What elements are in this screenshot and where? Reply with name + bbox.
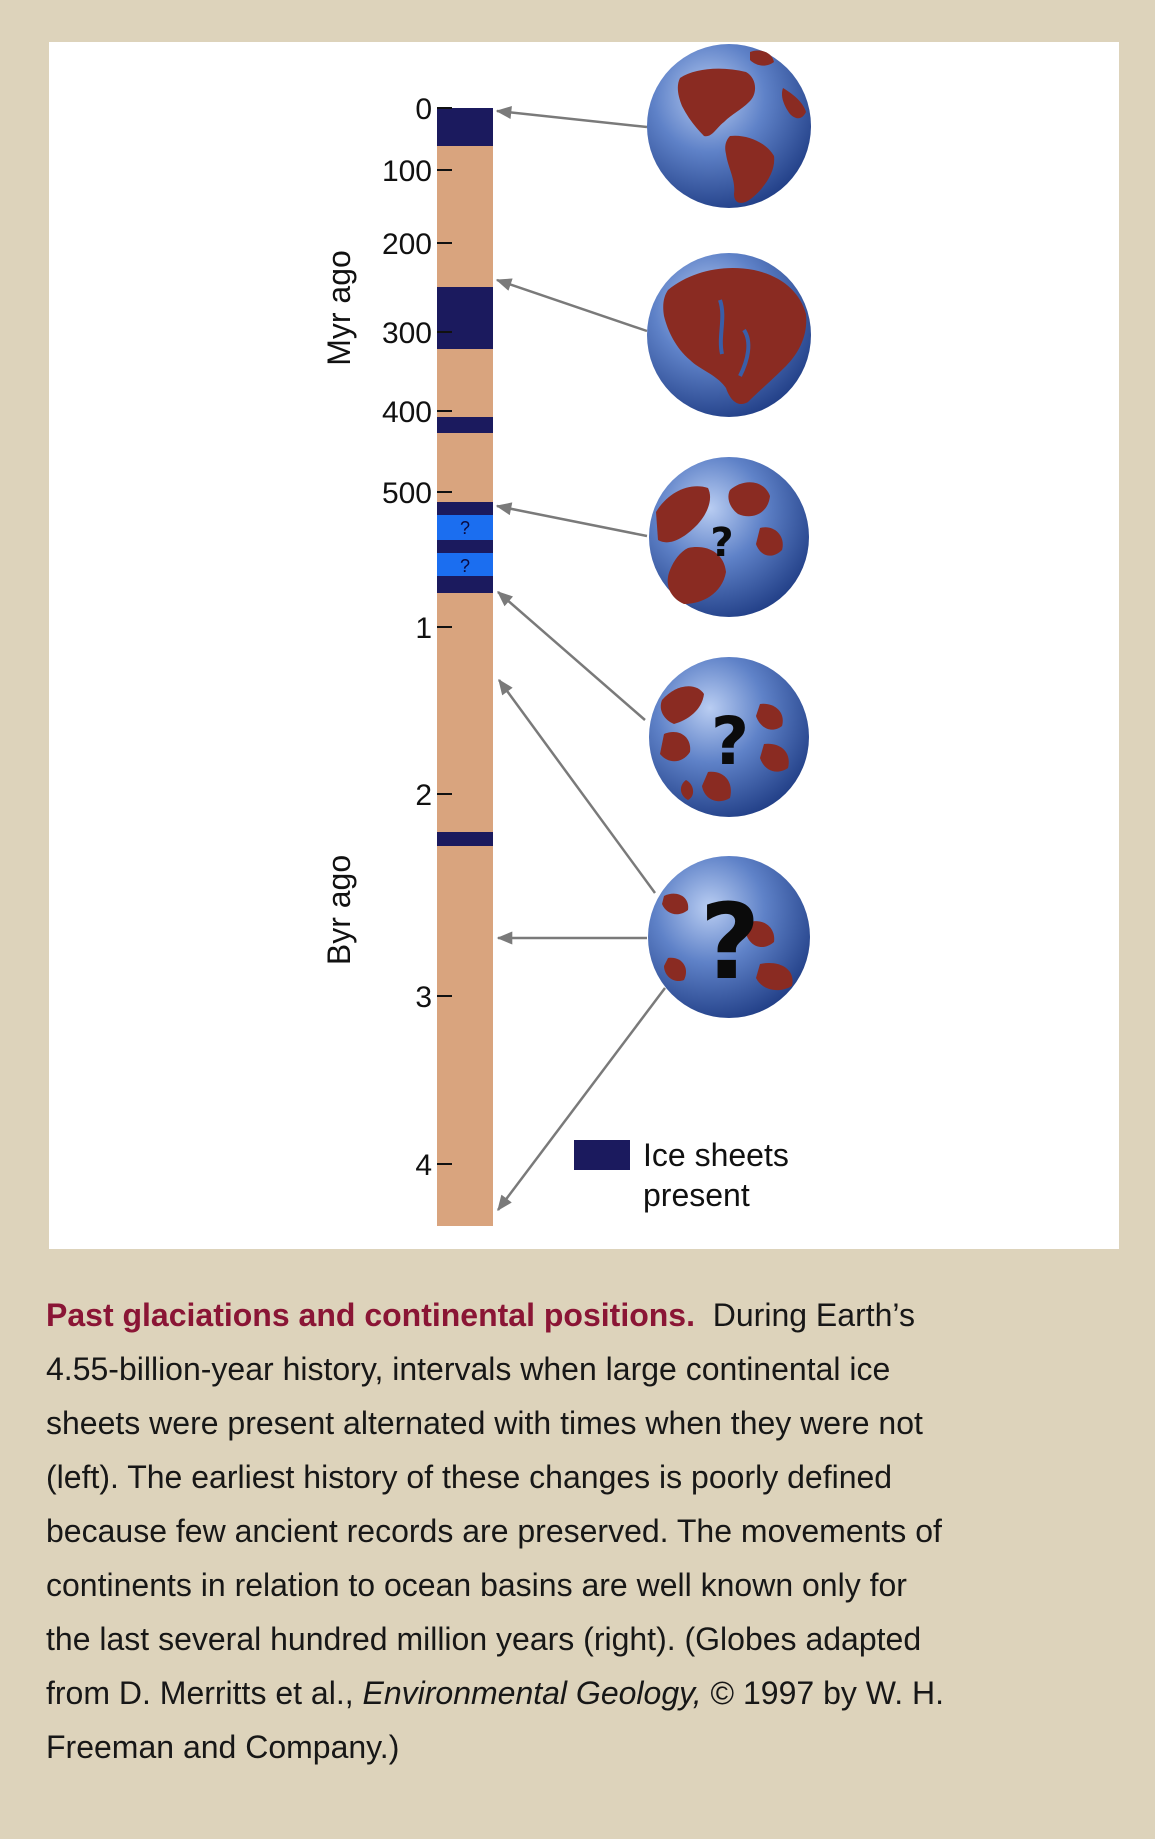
arrows (497, 111, 665, 1210)
uncertain-marker-2: ? (460, 556, 471, 576)
ice-band-neoproterozoic-bottom (437, 576, 493, 593)
tick-label-1: 1 (415, 612, 432, 645)
globe-5-uncertain-marker: ? (699, 881, 761, 1003)
tick-label-0: 0 (415, 93, 432, 126)
uncertain-marker-1: ? (460, 518, 471, 538)
caption-line-4: (left). The earliest history of these changes is poorly defined (46, 1459, 893, 1495)
globe-pangaea (647, 253, 811, 417)
globe-neoproterozoic (649, 657, 809, 817)
caption-citation-authors: from D. Merritts et al., (46, 1675, 354, 1711)
axis-title-myr: Myr ago (321, 250, 357, 366)
caption-title: Past glaciations and continental positions. (46, 1297, 695, 1333)
tick-label-300: 300 (381, 317, 432, 350)
arrow-globe-3 (497, 506, 647, 536)
caption-line-8 (46, 1666, 1116, 1720)
figure-caption (46, 1288, 1116, 1774)
caption-book-title: Environmental Geology, (362, 1675, 702, 1711)
ice-band-neoproterozoic-mid (437, 540, 493, 553)
caption-line-7: the last several hundred million years (right). (Globes adapted (46, 1621, 922, 1657)
ice-band-neoproterozoic-top (437, 502, 493, 515)
ice-band-late-paleozoic (437, 287, 493, 349)
globe-3-uncertain-marker: ? (710, 520, 734, 566)
tick-label-200: 200 (381, 228, 432, 261)
caption-line-1 (46, 1288, 1116, 1342)
axis-title-byr: Byr ago (321, 854, 357, 966)
caption-line-9: Freeman and Company.) (46, 1729, 400, 1765)
globe-precambrian (648, 856, 810, 1018)
arrow-globe-1 (497, 111, 647, 127)
legend-swatch (574, 1140, 630, 1170)
ice-band-paleoproterozoic (437, 832, 493, 846)
ice-band-recent (437, 108, 493, 146)
legend-label-line2: present (643, 1177, 750, 1213)
tick-label-500: 500 (381, 477, 432, 510)
globe-present-day (647, 44, 811, 208)
arrow-globe-2 (497, 280, 647, 331)
tick-label-2: 2 (415, 779, 432, 812)
caption-line-1-text: During Earth’s (712, 1297, 915, 1333)
arrow-globe-5-lower (498, 988, 665, 1210)
legend-label-line1: Ice sheets (643, 1137, 789, 1173)
tick-label-4: 4 (415, 1149, 432, 1182)
tick-label-400: 400 (381, 396, 432, 429)
arrow-globe-4 (498, 592, 645, 720)
globe-early-paleozoic (649, 457, 809, 617)
time-column (437, 108, 493, 1226)
caption-copyright: © 1997 by W. H. (710, 1675, 944, 1711)
tick-label-100: 100 (381, 155, 432, 188)
caption-line-2: 4.55-billion-year history, intervals when large continental ice (46, 1351, 891, 1387)
arrow-globe-5-upper (499, 680, 655, 893)
caption-line-3: sheets were present alternated with times when they were not (46, 1405, 923, 1441)
globe-4-uncertain-marker: ? (710, 703, 750, 780)
caption-line-5: because few ancient records are preserved. The movements of (46, 1513, 942, 1549)
ice-band-ordovician (437, 417, 493, 433)
caption-line-6: continents in relation to ocean basins are well known only for (46, 1567, 907, 1603)
tick-label-3: 3 (415, 981, 432, 1014)
